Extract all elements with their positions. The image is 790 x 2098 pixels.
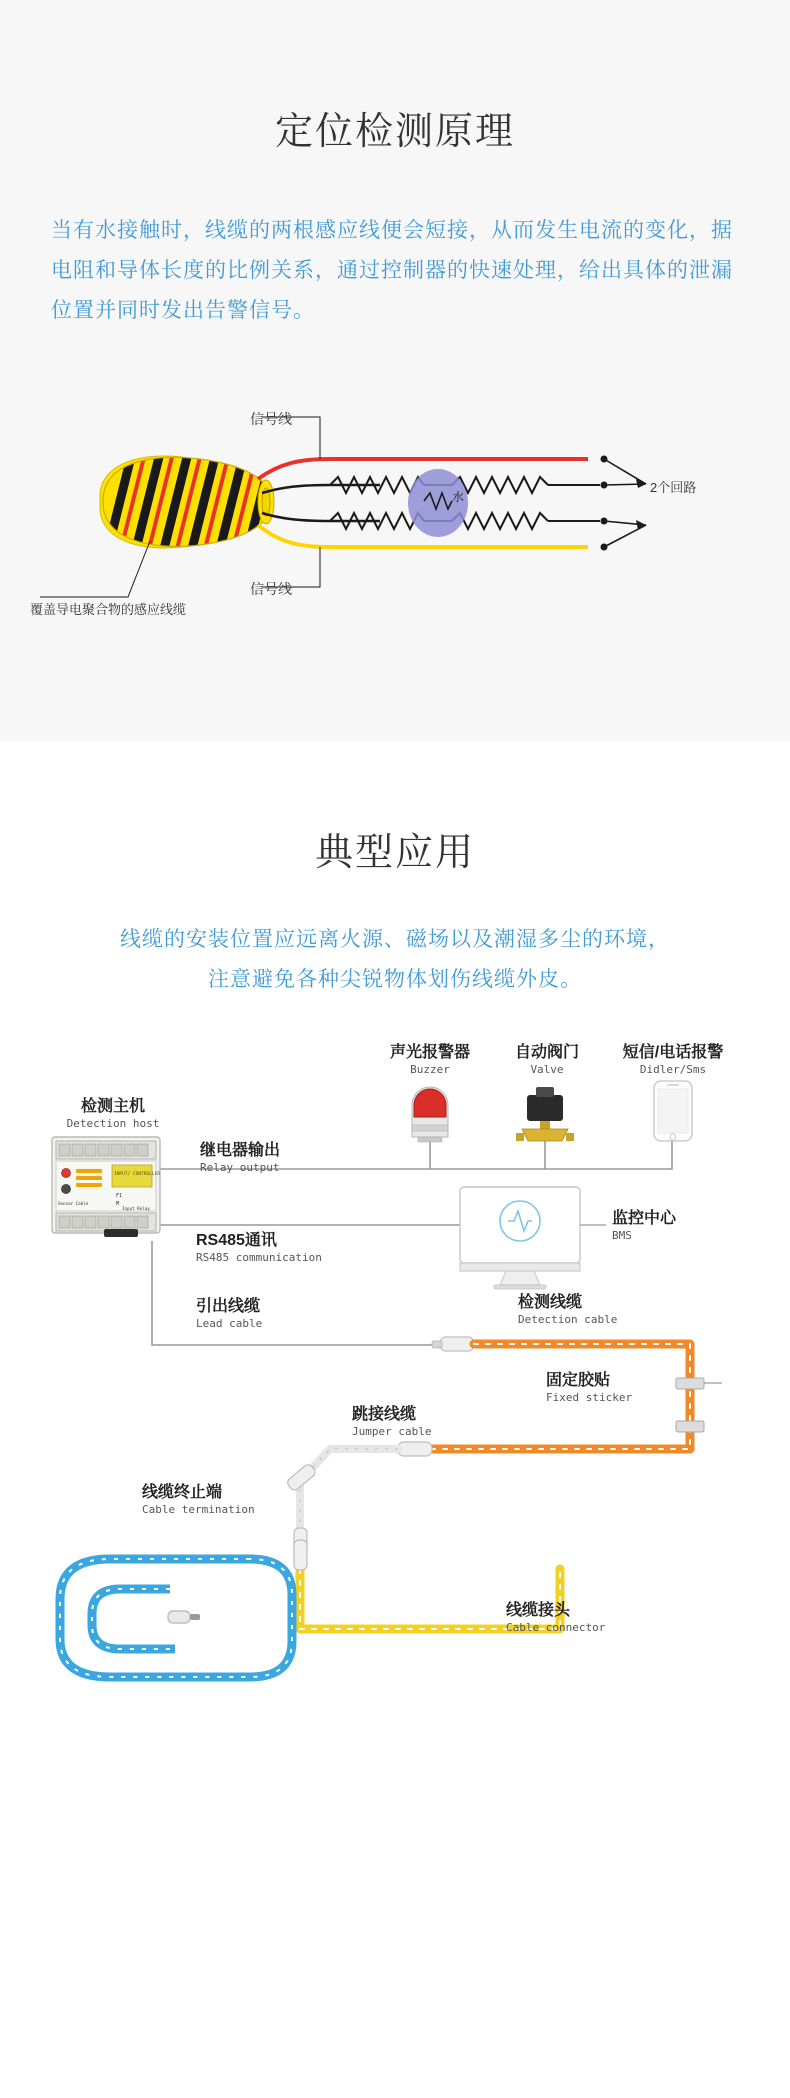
loop-terminals [601,455,647,550]
section-one-title: 定位检测原理 [274,111,515,153]
label-signal-line-bottom: 信号线 [250,580,292,597]
svg-text:INPUT/ CONTROLLER: INPUT/ CONTROLLER [114,1172,161,1178]
label-fixed-sticker [546,1371,632,1405]
sense-line-black-lower [262,513,380,521]
buzzer-device [412,1087,448,1142]
label-sms-alarm-en: Didler/Sms [639,1063,707,1077]
section-two-paragraph-line1: 线缆的安装位置应远离火源、磁场以及潮湿多尘的环境， [120,927,670,951]
label-cable-termination-en: Cable termination [142,1503,255,1517]
label-signal-line-top: 信号线 [250,410,292,427]
label-fixed-sticker-en: Fixed sticker [546,1391,633,1405]
label-valve-cn: 自动阀门 [514,1044,579,1062]
label-detection-host [58,1097,168,1131]
principle-diagram-svg [0,401,790,661]
section-two-title: 典型应用 [314,831,475,874]
label-detection-cable [518,1293,617,1327]
label-relay-output-en: Relay output [200,1161,280,1175]
label-rs485-en: RS485 communication [196,1251,322,1265]
label-detection-cable-cn: 检测线缆 [518,1294,583,1312]
cable-termination-loop [60,1559,292,1677]
label-cable-termination [142,1483,255,1517]
label-relay-output-cn: 继电器输出 [200,1142,281,1160]
label-cable-connector [506,1601,605,1635]
valve-device [516,1087,574,1141]
label-sms-alarm-cn: 短信/电话报警 [622,1044,724,1062]
label-cable-termination-cn: 线缆终止端 [142,1484,223,1502]
resistor-zigzag-lower-right [452,513,548,529]
detection-host-device [52,1137,160,1237]
label-bms-en: BMS [612,1229,632,1243]
label-sms-alarm [608,1043,738,1077]
section-two-paragraph [45,920,745,1000]
label-lead-cable-en: Lead cable [196,1317,263,1331]
svg-text:Input Relay: Input Relay [122,1206,150,1212]
phone-device [654,1081,692,1141]
label-bms-cn: 监控中心 [612,1210,677,1228]
label-detection-host-cn: 检测主机 [80,1098,145,1116]
label-detection-cable-en: Detection cable [518,1313,618,1327]
label-rs485 [196,1231,322,1265]
label-buzzer-cn: 声光报警器 [389,1044,470,1062]
label-jumper-cable [352,1405,431,1439]
label-fixed-sticker-cn: 固定胶贴 [546,1372,611,1390]
label-valve-en: Valve [530,1063,564,1077]
resistor-zigzag-upper-right [452,477,548,493]
label-jumper-cable-en: Jumper cable [352,1425,432,1439]
section-one-paragraph: 当有水接触时，线缆的两根感应线便会短接，从而发生电流的变化，据电阻和导体长度的比例关系，通过控制器的快速处理，给出具体的泄漏位置并同时发出告警信号。 [51,219,733,322]
label-buzzer-en: Buzzer [410,1063,450,1077]
svg-text:M: M [116,1201,120,1208]
label-bms [612,1209,676,1243]
section-detection-principle [0,0,790,741]
label-buzzer [365,1043,495,1077]
label-jumper-cable-cn: 跳接线缆 [352,1406,417,1424]
label-lead-cable-cn: 引出线缆 [196,1298,261,1316]
label-detection-host-en: Detection host [66,1117,160,1131]
water-label: 水 [452,489,465,504]
svg-text:Sensor Cable: Sensor Cable [58,1201,89,1207]
section-two-paragraph-line2: 注意避免各种尖锐物体划伤线缆外皮。 [208,967,582,991]
label-cable-connector-cn: 线缆接头 [506,1602,571,1620]
label-lead-cable [196,1297,262,1331]
label-rs485-cn: RS485通讯 [196,1232,277,1250]
label-valve [492,1043,602,1077]
label-cable-connector-en: Cable connector [506,1621,606,1635]
label-two-loops: 2个回路 [650,479,697,495]
label-sensing-cable: 覆盖导电聚合物的感应线缆 [30,601,187,617]
application-diagram [0,1029,790,1829]
principle-diagram [0,401,790,661]
svg-text:F1: F1 [116,1193,123,1200]
section-typical-application [0,741,790,1860]
label-relay-output [200,1141,280,1175]
monitor-device [460,1187,580,1289]
